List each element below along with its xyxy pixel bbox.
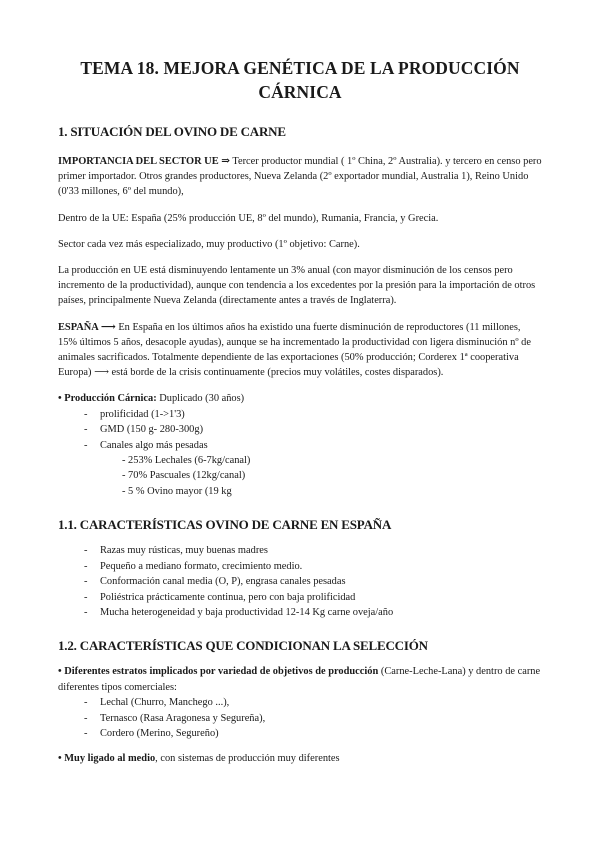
paragraph-espana [58, 320, 542, 381]
espana-text: En España en los últimos años ha existido una fuerte disminución de reproductores (11 millones, 15% últimos 5 años, desacople ayudas), aunque se ha incrementado la productividad con ligera disminución nº de animales sacrificados. Totalmente dependiente de las exportaciones (50% producción; Corderex 1ª cooperativa Europa) ⟶ está borde de la crisis continuamente (precios muy volátiles, costes disparados). [58, 321, 531, 379]
produccion-list [58, 407, 542, 453]
page-title: TEMA 18. MEJORA GENÉTICA DE LA PRODUCCIÓN CÁRNICA [80, 58, 520, 102]
produccion-carnica-label: • Producción Cárnica: [58, 393, 157, 405]
list-item: - 70% Pascuales (12kg/canal) [122, 470, 246, 482]
estratos-label: • Diferentes estratos implicados por variedad de objetivos de producción [58, 666, 379, 678]
list-item: - Poliéstrica prácticamente continua, pero con baja prolificidad [84, 590, 542, 605]
section-1-1-heading: 1.1. CARACTERÍSTICAS OVINO DE CARNE EN ESPAÑA [58, 517, 392, 533]
medio-text: , con sistemas de producción muy diferentes [155, 753, 340, 765]
espana-label: ESPAÑA ⟶ [58, 321, 116, 333]
list-item: - Conformación canal media (O, P), engrasa canales pesadas [84, 574, 542, 589]
list-item: - Razas muy rústicas, muy buenas madres [84, 543, 542, 558]
list-item: - Mucha heterogeneidad y baja productividad 12-14 Kg carne oveja/año [84, 605, 542, 620]
importancia-text: Tercer productor mundial ( 1º China, 2º Australia). y tercero en censo pero primer importador. Otros grandes productores, Nueva Zelanda (2º exportador mundial, Australia 1), Reino Unido (0'33 millones, 6º del mundo), [58, 156, 542, 198]
canales-sublist [58, 453, 542, 499]
produccion-carnica-text: Duplicado (30 años) [156, 393, 245, 405]
list-item: - Pequeño a mediano formato, crecimiento medio. [84, 559, 542, 574]
paragraph-importancia [58, 154, 542, 200]
list-item: - Cordero (Merino, Segureño) [84, 726, 542, 741]
list-item: - 5 % Ovino mayor (19 kg [122, 485, 232, 497]
paragraph-produccion-ue: La producción en UE está disminuyendo lentamente un 3% anual (con mayor disminución de los censos pero incremento de la productividad), aunque con tendencia a los excedentes por la presión para la importación de otros países, principalmente Nueva Zelanda (directamente antes a través de Inglaterra). [58, 265, 536, 307]
produccion-carnica [58, 391, 542, 406]
paragraph-sector: Sector cada vez más especializado, muy productivo (1º objetivo: Carne). [58, 238, 360, 250]
caracteristicas-list [58, 543, 542, 620]
medio-label: • Muy ligado al medio [58, 753, 156, 765]
medio-bullet [58, 751, 542, 766]
list-item: - GMD (150 g- 280-300g) [84, 422, 542, 437]
importancia-label: IMPORTANCIA DEL SECTOR UE ⇒ [58, 156, 230, 167]
list-item: - 253% Lechales (6-7kg/canal) [122, 455, 251, 467]
tipos-comerciales-list [58, 695, 542, 741]
estratos-bullet [58, 664, 542, 695]
estratos-text: (Carne-Leche-Lana) y dentro de carne diferentes tipos comerciales: [58, 666, 541, 693]
list-item: - Canales algo más pesadas [84, 438, 542, 453]
section-1-2-heading: 1.2. CARACTERÍSTICAS QUE CONDICIONAN LA SELECCIÓN [58, 638, 428, 654]
paragraph-ue: Dentro de la UE: España (25% producción UE, 8º del mundo), Rumania, Francia, y Grecia. [58, 212, 439, 224]
list-item: - Lechal (Churro, Manchego ...), [84, 695, 542, 710]
list-item: - Ternasco (Rasa Aragonesa y Segureña), [84, 711, 542, 726]
section-1-heading: 1. SITUACIÓN DEL OVINO DE CARNE [58, 124, 286, 139]
list-item: - prolificidad (1->1'3) [84, 407, 542, 422]
